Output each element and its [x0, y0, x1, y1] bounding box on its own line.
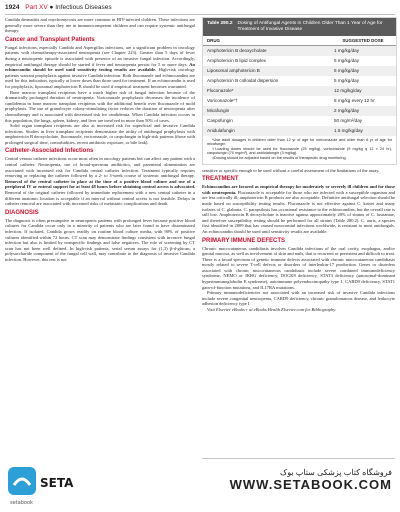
running-header — [5, 4, 112, 11]
col-dose: SUGGESTED DOSE — [342, 37, 384, 43]
svg-text:SETA: SETA — [40, 476, 74, 490]
store-name: فروشگاه کتاب پزشکی ستاپ بوک — [280, 468, 392, 477]
header-rule — [5, 14, 395, 15]
part-label: Part XV — [25, 4, 48, 11]
heading-primary-immune: PRIMARY IMMUNE DEFECTS — [202, 237, 286, 244]
paragraph: Bone marrow transplant recipients have a much higher risk of fungal infection because of the dramatically prolonged duration of neutropenia. Voriconazole prophylaxis decreases the incidence of candidemia in bone marrow transplant recipients with the additional benefit over fluconazole of mold prophylaxis. The use of granulocyte colony-stimulating factor reduces the duration of neutropenia after chemotherapy and is associated with decreased risk for candidemia. When Candida infection occurs in this population, the lungs, spleen, kidney, and liver are involved in more than 50% of cases. — [5, 89, 195, 123]
table-row: Caspofungin 50 mg/m²/day — [207, 117, 363, 123]
table-row: Amphotericin B deoxycholate 1 mg/kg/day — [203, 46, 396, 56]
paragraph: Fungal infections, especially Candida and Aspergillus infections, are a significant problem in oncology patients with chemotherapy-associated neutropenia (see Chapter 223). Greater than 5 days of fever during a neutropenic episode is associated with presence of an invasive fungal infection. Accordingly, empirical antifungal therapy should be started if fever and neutropenia persist for 5 or more days. An echinocandin should be used until sensitivity testing results are available. High-risk oncology patients warrant prophylaxis against invasive Candida infection. Both fluconazole and echinocandins are used for this indication, typically at lower doses than those used for treatment. If an echinocandin is used for prophylaxis, liposomal amphotericin B should be used if empirical treatment becomes warranted. — [5, 44, 195, 89]
paragraph: sensitive or specific enough to be used without a careful assessment of the limitations of the assay. — [202, 167, 380, 173]
footer-rule — [202, 458, 395, 459]
paragraph: Echinocandins are favored as empirical therapy for moderately or severely ill children and for those with neutropenia. Fluconazole is acceptable for those who are infected with a susceptible organism and are less critically ill; amphotericin B products are also acceptable. Definitive antifungal selection should be made based on susceptibility testing results. Fluconazole is not effective against C. krusei and many isolates of C. glabrata. C. parapsilosis has occasional resistance to the echinocandins, but the overall rate is still low. Amphotericin B deoxycholate is inactive against approximately 20% of strains of C. lusitaniae, and therefore susceptibility testing should be performed for all strains (Table 280.2). C. auris, a species first identified in 2009 that has caused nosocomial infections worldwide, is resistant to most antifungals. An echinocandin should be used until sensitivity results are available. — [202, 184, 396, 234]
col-drug: DRUG — [207, 37, 220, 43]
section-label: Infectious Diseases — [55, 4, 112, 11]
watermark-store — [230, 468, 392, 492]
svg-text:setabook: setabook — [10, 500, 33, 506]
store-url: WWW.SETABOOK.COM — [229, 477, 392, 492]
heading-treatment: TREATMENT — [202, 176, 239, 183]
left-column — [5, 17, 195, 263]
footnote: ‡Dosing should be adjusted based on the results of therapeutic drug monitoring. — [212, 155, 347, 160]
paragraph: The diagnosis is often presumptive in neutropenic patients with prolonged fever because positive blood cultures for Candida occur only in a minority of patients who are later found to have disseminated infection. If isolated, Candida grows readily on routine blood culture media, with 90% of positive cultures identified within 72 hours. CT scan may demonstrate findings consistent with invasive fungal infection but also is limited by nonspecific findings and false negatives. The role of screening by CT scan has not been well defined. In high-risk patients, serial serum assays for (1,3) β-d-glucan, a polysaccharide component of the fungal cell wall, may contribute to the diagnosis of invasive Candida infection. However, this test is not — [5, 217, 195, 262]
setabook-logo-icon — [6, 463, 76, 507]
table-header — [203, 36, 396, 46]
header-separator: ● — [49, 4, 56, 11]
paragraph: Solid organ transplant recipients are also at increased risk for superficial and invasive Candida infections. Studies in liver transplant recipients demonstrate the utility of antifungal prophylaxis with amphotericin B deoxycholate, fluconazole, voriconazole, or caspofungin in high-risk patients (those with prolonged surgical time, comorbidities, recent antibiotic exposure, or bile leak). — [5, 123, 195, 145]
table-title-bar — [203, 18, 396, 36]
heading-cancer-transplant: Cancer and Transplant Patients — [5, 36, 95, 43]
table-body — [203, 46, 396, 136]
watermark-logo — [6, 463, 76, 507]
table-footnotes — [203, 136, 396, 164]
heading-catheter: Catheter-Associated Infections — [5, 148, 94, 155]
dosing-table — [202, 17, 397, 165]
table-title: Dosing of Antifungal Agents in Children Older Than 1 Year of Age for Treatment of Invasive Disease — [237, 21, 383, 32]
page-number: 1924 — [5, 4, 20, 11]
table-number: Table 280.2 — [207, 21, 233, 26]
intro-paragraph: Candida dermatitis and onychomycosis are more common in HIV-infected children. These infections are generally more severe than they are in immunocompetent children and can require systemic antifungal therapy. — [5, 17, 195, 34]
heading-diagnosis: DIAGNOSIS — [5, 209, 39, 216]
paragraph: Chronic mucocutaneous candidiasis involves Candida infections of the oral cavity, esophagus, and/or genital mucosa, as well as involvement of skin and nails, that is recurrent or persistent and difficult to treat. There is a broad spectrum of genetic immune defects associated with chronic mucocutaneous candidiasis mostly related to severe T-cell defects or disorders of interleukin-17 production. Genes or disorders associated with chronic mucocutaneous candidiasis include severe combined immunodeficiency syndrome, NEMO or IKBG deficiency, DOCK8 deficiency, STAT3 deficiency (autosomal-dominant hyperimmunoglobulin E syndrome), autoimmune polyendocrinopathy type 1, CARD9 deficiency, STAT1 gain-of-function mutations, and IL17RA mutations. — [202, 245, 395, 290]
paragraph: Primary immunodeficiencies not associated with an increased risk of invasive Candida infections include severe congenital neutropenia, CARD9 deficiency, chronic granulomatous disease, and leukocyte adhesion deficiency type I. — [202, 290, 395, 307]
right-column — [202, 17, 396, 313]
table-row: Micafungin 2 mg/kg/day — [203, 106, 396, 116]
paragraph: Central venous catheter infections occur most often in oncology patients but can affect any patient with a central catheter. Neutropenia, use of broad-spectrum antibiotics, and parenteral alimentation are associated with increased risk for Candida central catheter infection. Treatment typically requires removing or replacing the catheter followed by a 2- to 3-week course of systemic antifungal therapy. Removal of the central catheter in place at the time of a positive blood culture and use of a peripheral IV or enteral support for at least 48 hours before obtaining central access is advocated. Removal of the original catheter followed by immediate replacement with a new central catheter in a different anatomic location is acceptable if an interval without central access is not feasible. Delays in catheter removal are associated with increased risks of metastatic complications and death. — [5, 156, 195, 207]
footnote: †Loading doses should be used for fluconazole (25 mg/kg), voriconazole (9 mg/kg q 12 × 24 hr), caspofungin (70 mg/m²), and anidulafungin (3 mg/kg). — [207, 146, 392, 156]
bibliography-note: Visit Elsevier eBooks+ at eBooks.Health.Elsevier.com for Bibliography. — [207, 307, 337, 313]
footnote: *Use adult dosages in children older than 12 yr of age for voriconazole and older than 6 yr of age for micafungin. — [207, 137, 392, 147]
table-row: Voriconazole*† 8 mg/kg every 12 hr — [207, 97, 375, 103]
right-text — [202, 168, 395, 313]
table-row: Amphotericin B lipid complex 5 mg/kg/day — [207, 57, 360, 63]
table-row: Fluconazole* 12 mg/kg/day — [203, 86, 396, 96]
table-row: Liposomal amphotericin B 5 mg/kg/day — [203, 66, 396, 76]
table-row: Anidulafungin 1.5 mg/kg/day — [203, 126, 396, 136]
table-row: Amphotericin B colloidal dispersion 5 mg/kg/day — [207, 77, 360, 83]
